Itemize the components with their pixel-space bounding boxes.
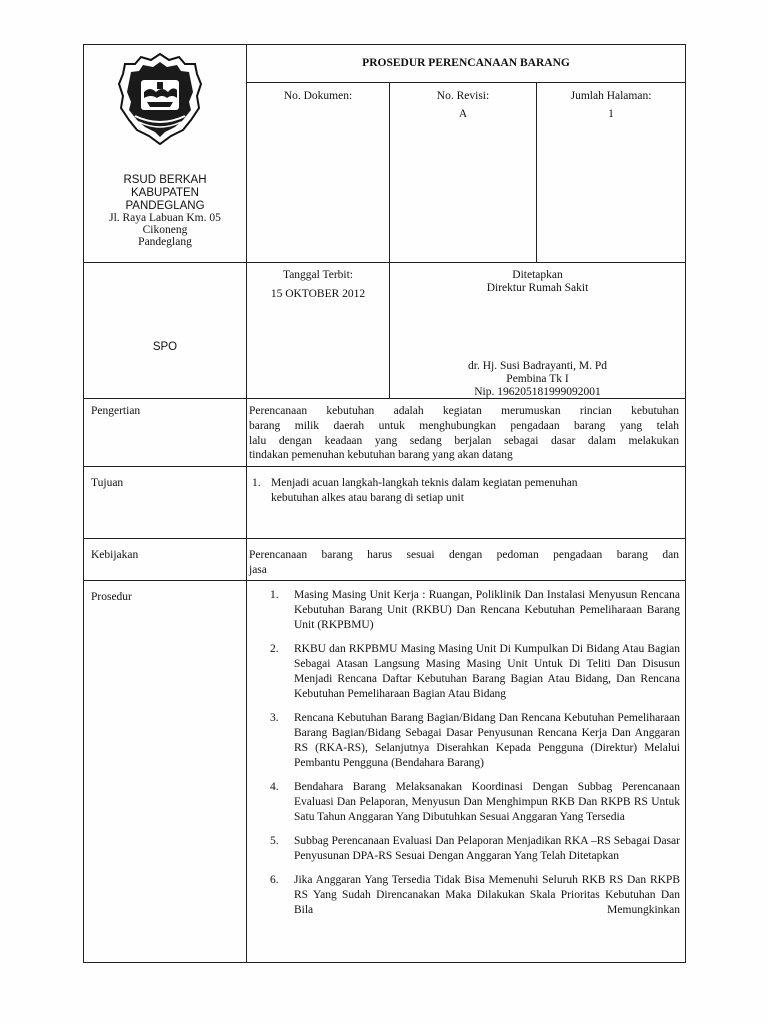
set-by-title: Direktur Rumah Sakit — [486, 282, 589, 294]
document-title: PROSEDUR PERENCANAAN BARANG — [362, 57, 570, 69]
list-item-number: 6. — [270, 874, 279, 886]
list-item — [262, 834, 680, 864]
institution-name: RSUD BERKAH — [123, 174, 207, 186]
revision-value: A — [458, 108, 468, 120]
list-item-number: 4. — [270, 781, 279, 793]
pages-label: Jumlah Halaman: — [570, 90, 652, 102]
pengertian-line: lalu dengan keadaan yang sedang berjalan sebagai dasar dalam melakukan — [249, 435, 679, 447]
institution-district: Pandeglang — [138, 236, 192, 248]
list-item-text: Rencana Kebutuhan Barang Bagian/Bidang Dan Rencana Kebutuhan Pemeliharaan Barang Bagian/Bidang Sebagai Dasar Penyusunan Rencana Kerja Dan Anggaran RS (RKA-RS), Selanjutnya Diserahkan Kepada Pengguna (Direktur) Melalui Pembantu Pengguna (Bendahara Barang) — [294, 712, 680, 769]
rule-kebijakan-bottom — [83, 580, 686, 581]
issue-date: 15 OKTOBER 2012 — [270, 288, 366, 300]
tujuan-label: Tujuan — [91, 477, 124, 489]
revision-label: No. Revisi: — [436, 90, 490, 102]
list-item-number: 5. — [270, 835, 279, 847]
rule-header-bottom — [83, 262, 686, 263]
list-item — [262, 588, 680, 633]
pengertian-line: barang milik daerah untuk menghubungkan pengadaan barang yang telah — [249, 420, 679, 432]
institution-regency: KABUPATEN — [131, 187, 199, 199]
list-item-number: 2. — [270, 643, 279, 655]
kebijakan-label: Kebijakan — [91, 549, 139, 561]
tujuan-number: 1. — [252, 477, 261, 489]
spo-label: SPO — [152, 341, 178, 353]
rule-header-col2 — [389, 82, 390, 399]
pandeglang-regency-emblem-icon — [117, 52, 203, 146]
rule-bottom — [83, 962, 686, 963]
issue-date-label: Tanggal Terbit: — [282, 269, 354, 281]
rule-title-bottom — [246, 82, 686, 83]
prosedur-label: Prosedur — [91, 591, 132, 603]
tujuan-line: Menjadi acuan langkah-langkah teknis dalam kegiatan pemenuhan — [271, 477, 578, 489]
pengertian-label: Pengertian — [91, 405, 141, 417]
list-item-text: RKBU dan RKPBMU Masing Masing Unit Di Kumpulkan Di Bidang Atau Bagian Sebagai Atasan Langsung Masing Masing Unit Untuk Di Teliti Dan Disusun Menjadi Rencana Daftar Kebutuhan Barang Bagian Atau Bidang, Dan Rencana Kebutuhan Pemeliharaan Bagian Atau Bidang — [294, 643, 680, 700]
rule-tujuan-bottom — [83, 538, 686, 539]
list-item — [262, 642, 680, 702]
rule-right — [685, 44, 686, 963]
rule-col-divider — [246, 44, 247, 963]
list-item — [262, 711, 680, 771]
list-item-text: Bendahara Barang Melaksanakan Koordinasi Dengan Subbag Perencanaan Evaluasi Dan Pelaporan, Menyusun Dan Menghimpun RKB Dan RKPB RS Untuk Satu Tahun Anggaran Yang Dibutuhkan Sesuai Anggaran Yang Tersedia — [294, 781, 680, 823]
institution-village: Cikoneng — [142, 224, 188, 236]
pengertian-line: Perencanaan kebutuhan adalah kegiatan merumuskan rincian kebutuhan — [249, 405, 679, 417]
rule-top — [83, 44, 686, 45]
institution-address: Jl. Raya Labuan Km. 05 — [109, 212, 221, 224]
list-item-text: Jika Anggaran Yang Tersedia Tidak Bisa Memenuhi Seluruh RKB RS Dan RKPB RS Yang Sudah Direncanakan Maka Dilakukan Skala Prioritas Kebutuhan Dan Bila Memungkinkan — [294, 874, 680, 916]
list-item — [262, 780, 680, 825]
pages-value: 1 — [608, 108, 614, 120]
set-by: Ditetapkan — [512, 269, 563, 281]
signer-rank: Pembina Tk I — [506, 373, 569, 385]
signer-name: dr. Hj. Susi Badrayanti, M. Pd — [468, 360, 607, 372]
list-item — [262, 873, 680, 918]
signer-nip: Nip. 196205181999092001 — [474, 386, 601, 398]
list-item-text: Subbag Perencanaan Evaluasi Dan Pelaporan Menjadikan RKA –RS Sebagai Dasar Penyusunan DPA-RS Sesuai Dengan Anggaran Yang Telah Ditetapkan — [294, 835, 680, 862]
list-item-number: 1. — [270, 589, 279, 601]
list-item-number: 3. — [270, 712, 279, 724]
list-item-text: Masing Masing Unit Kerja : Ruangan, Poliklinik Dan Instalasi Menyusun Rencana Kebutuhan Barang Unit (RKBU) Dan Rencana Kebutuhan Pemeliharaan Barang Unit (RKPBMU) — [294, 589, 680, 631]
doc-number-label: No. Dokumen: — [283, 90, 353, 102]
rule-pengertian-bottom — [83, 466, 686, 467]
prosedur-list — [262, 588, 680, 927]
institution-city: PANDEGLANG — [125, 200, 205, 212]
tujuan-line: kebutuhan alkes atau barang di setiap unit — [271, 492, 464, 504]
kebijakan-line: jasa — [249, 564, 267, 576]
pengertian-line: tindakan pemenuhan kebutuhan barang yang akan datang — [249, 449, 513, 461]
kebijakan-line: Perencanaan barang harus sesuai dengan pedoman pengadaan barang dan — [249, 549, 679, 561]
